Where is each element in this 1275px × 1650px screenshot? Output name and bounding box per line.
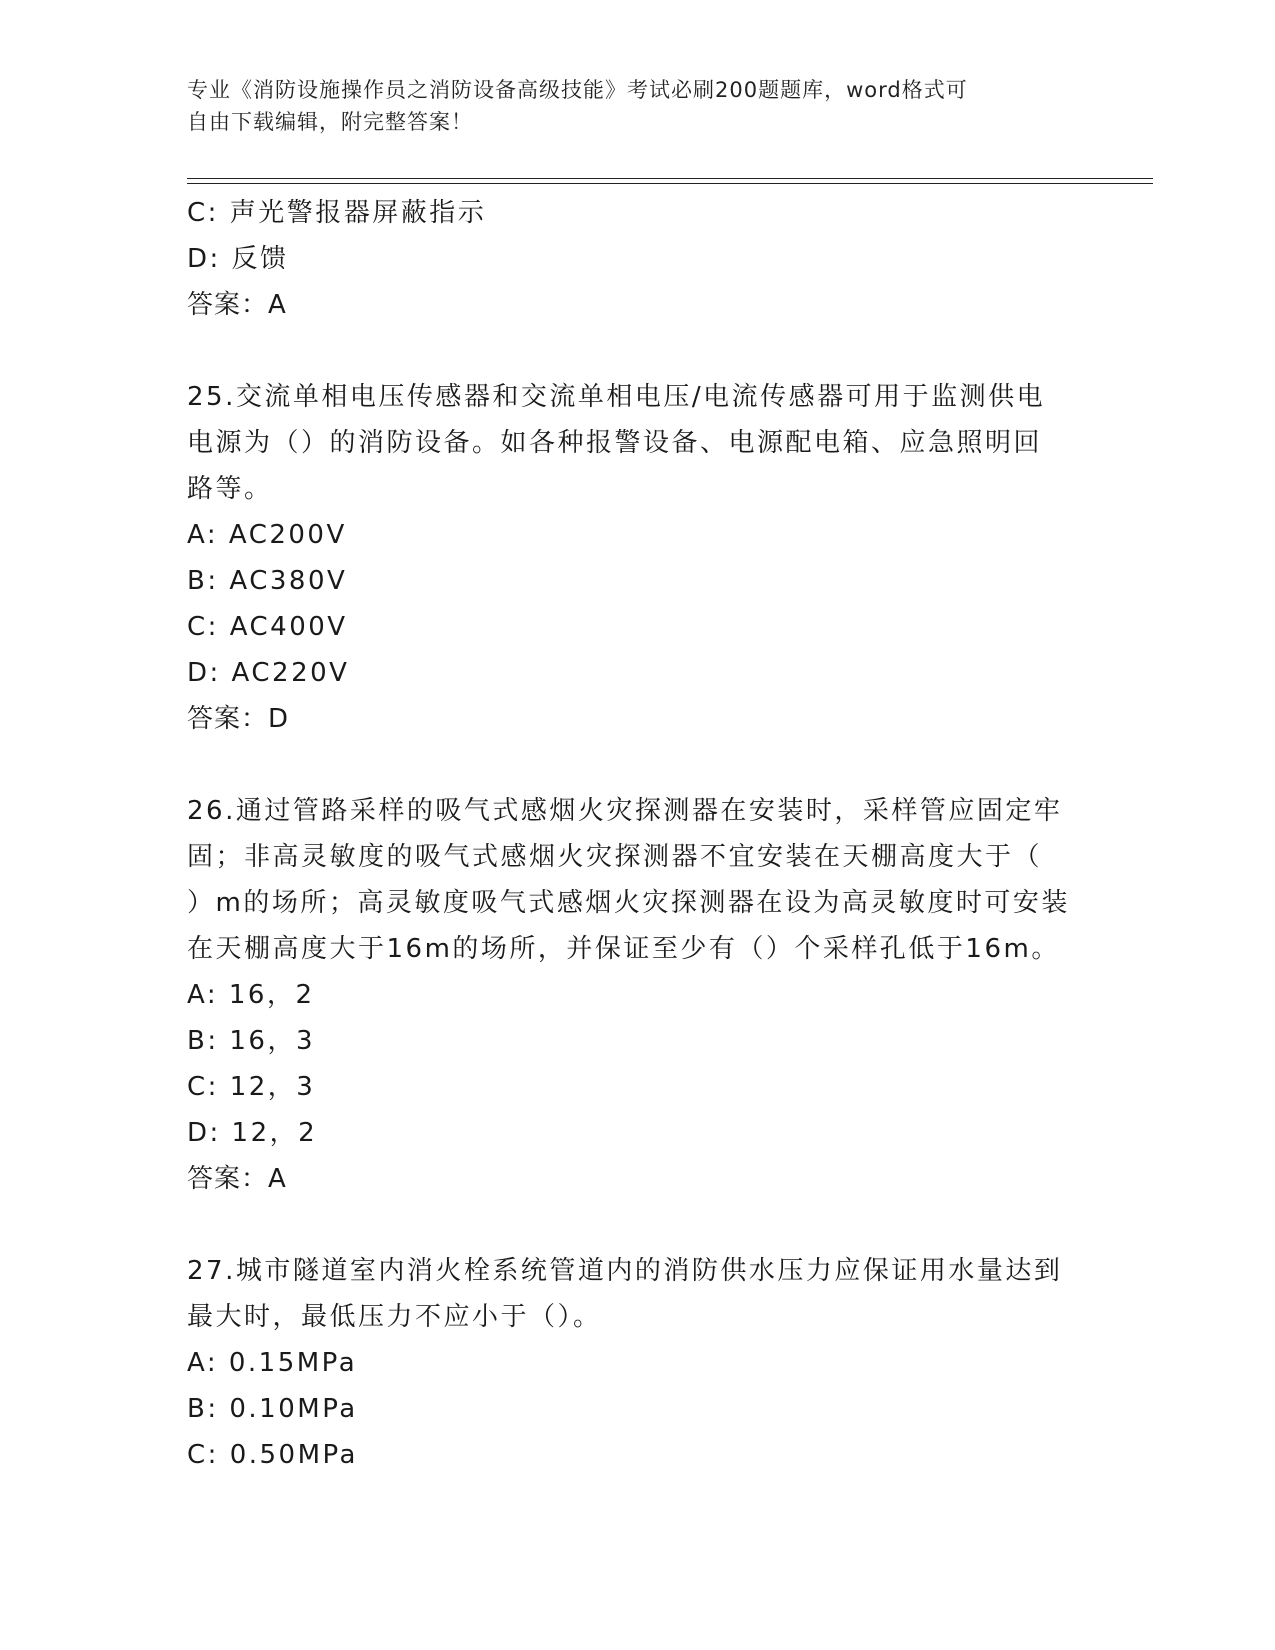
option-text: 声光警报器屏蔽指示	[229, 198, 487, 228]
option-a	[187, 1340, 1087, 1386]
answer: 答案：A	[187, 290, 287, 320]
question-stem-line: 26.通过管路采样的吸气式感烟火灾探测器在安装时，采样管应固定牢	[187, 796, 1063, 826]
option-text: AC380V	[229, 566, 348, 596]
question-25	[187, 374, 1087, 742]
header-rule-bottom	[187, 183, 1153, 184]
option-label: D:	[187, 1118, 221, 1148]
answer: 答案：A	[187, 1164, 287, 1194]
question-stem-line: 27.城市隧道室内消火栓系统管道内的消防供水压力应保证用水量达到	[187, 1256, 1063, 1286]
option-text: 12，2	[231, 1118, 318, 1148]
option-c	[187, 604, 1087, 650]
option-text: 16，3	[229, 1026, 316, 1056]
option-b	[187, 1018, 1087, 1064]
option-text: 0.10MPa	[229, 1394, 358, 1424]
option-text: AC220V	[231, 658, 350, 688]
option-label: C:	[187, 1072, 219, 1102]
option-label: C:	[187, 1440, 219, 1470]
document-header	[187, 74, 1067, 138]
option-label: B:	[187, 1026, 219, 1056]
option-c	[187, 190, 1087, 236]
option-label: A:	[187, 520, 219, 550]
header-rule-top	[187, 178, 1153, 179]
option-text: AC200V	[228, 520, 347, 550]
question-stem-line: 25.交流单相电压传感器和交流单相电压/电流传感器可用于监测供电	[187, 382, 1046, 412]
option-label: A:	[187, 1348, 219, 1378]
question-stem-line: 固；非高灵敏度的吸气式感烟火灾探测器不宜安装在天棚高度大于（	[187, 842, 1043, 872]
option-label: A:	[187, 980, 219, 1010]
option-d	[187, 650, 1087, 696]
option-label: B:	[187, 1394, 219, 1424]
question-stem-line: ）m的场所；高灵敏度吸气式感烟火灾探测器在设为高灵敏度时可安装	[187, 888, 1070, 918]
option-text: 0.50MPa	[229, 1440, 358, 1470]
option-text: AC400V	[229, 612, 348, 642]
option-c	[187, 1064, 1087, 1110]
question-24-tail	[187, 190, 1087, 328]
question-stem-line: 最大时，最低压力不应小于（）。	[187, 1302, 602, 1332]
option-label: B:	[187, 566, 219, 596]
answer: 答案：D	[187, 704, 290, 734]
question-list	[187, 190, 1087, 1478]
question-26	[187, 788, 1087, 1202]
question-stem-line: 路等。	[187, 474, 273, 504]
option-label: C:	[187, 198, 219, 228]
option-label: D:	[187, 244, 221, 274]
header-line-2: 自由下载编辑，附完整答案！	[187, 110, 473, 134]
option-b	[187, 1386, 1087, 1432]
option-d	[187, 1110, 1087, 1156]
option-a	[187, 512, 1087, 558]
option-text: 16，2	[228, 980, 315, 1010]
option-label: D:	[187, 658, 221, 688]
option-c	[187, 1432, 1087, 1478]
question-stem-line: 在天棚高度大于16m的场所，并保证至少有（）个采样孔低于16m。	[187, 934, 1060, 964]
header-line-1: 专业《消防设施操作员之消防设备高级技能》考试必刷200题题库，word格式可	[187, 78, 968, 102]
option-b	[187, 558, 1087, 604]
option-text: 12，3	[229, 1072, 316, 1102]
option-a	[187, 972, 1087, 1018]
option-text: 反馈	[231, 244, 289, 274]
option-label: C:	[187, 612, 219, 642]
question-stem-line: 电源为（）的消防设备。如各种报警设备、电源配电箱、应急照明回	[187, 428, 1043, 458]
question-27	[187, 1248, 1087, 1478]
option-d	[187, 236, 1087, 282]
option-text: 0.15MPa	[228, 1348, 358, 1378]
